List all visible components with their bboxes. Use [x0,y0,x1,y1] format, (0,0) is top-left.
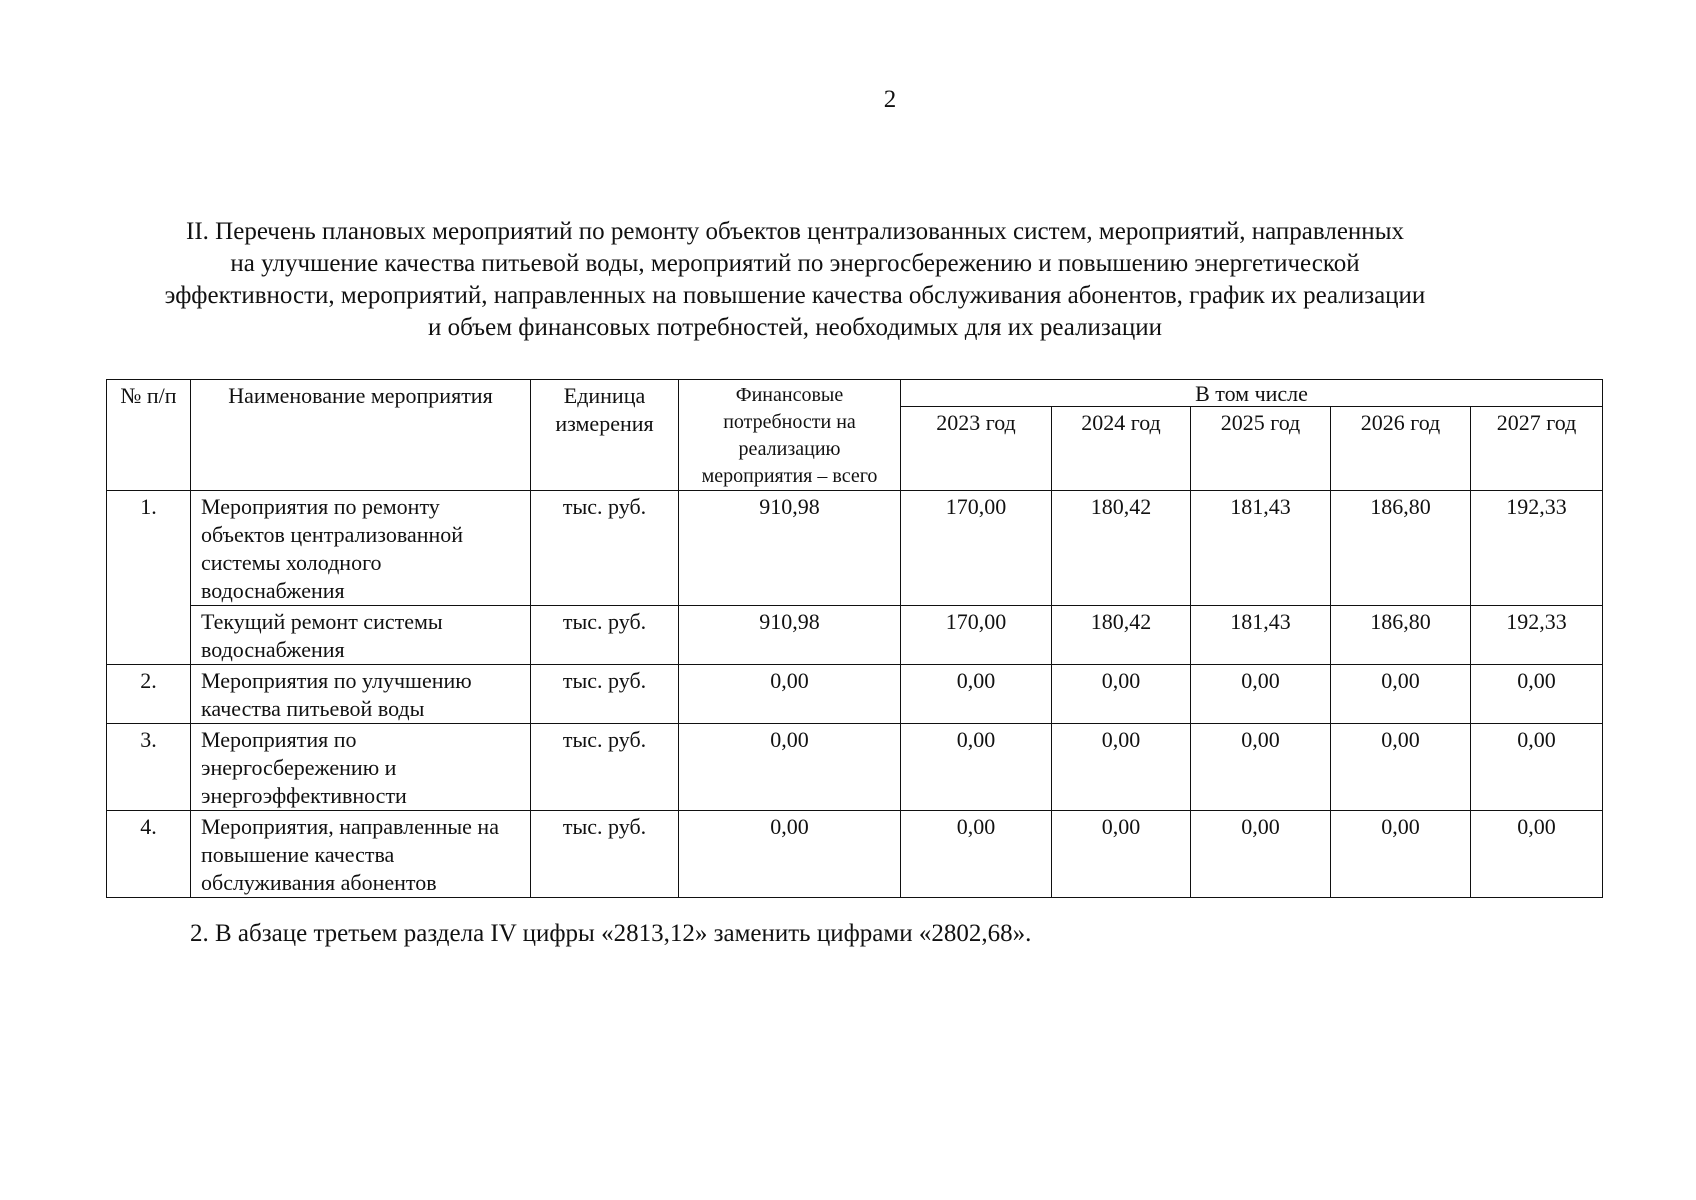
row-total: 0,00 [679,665,901,724]
row-value: 192,33 [1471,491,1603,606]
row-unit: тыс. руб. [531,811,679,898]
row-unit: тыс. руб. [531,606,679,665]
header-row [107,380,1603,407]
row-value: 0,00 [1331,811,1471,898]
row-total: 910,98 [679,606,901,665]
header-year: 2023 год [901,407,1052,491]
row-value: 186,80 [1331,606,1471,665]
row-name: Мероприятия по ремонту объектов централизованной системы холодного водоснабжения [191,491,531,606]
row-value: 0,00 [1052,811,1191,898]
table-row [107,724,1603,811]
header-year: 2027 год [1471,407,1603,491]
header-year: 2024 год [1052,407,1191,491]
row-value: 0,00 [1052,665,1191,724]
header-unit: Единица измерения [531,380,679,491]
row-value: 180,42 [1052,491,1191,606]
title-line: эффективности, мероприятий, направленных на повышение качества обслуживания абонентов, график их реализации [164,282,1426,309]
header-name: Наименование мероприятия [191,380,531,491]
section-title [120,216,1470,344]
row-total: 910,98 [679,491,901,606]
table-row [107,665,1603,724]
measures-table [106,379,1603,898]
header-num: № п/п [107,380,191,491]
row-total: 0,00 [679,724,901,811]
row-value: 0,00 [1191,665,1331,724]
row-num: 3. [107,724,191,811]
row-value: 192,33 [1471,606,1603,665]
row-value: 170,00 [901,491,1052,606]
header-finance: Финансовые потребности на реализацию мероприятия – всего [679,380,901,491]
row-value: 0,00 [1191,811,1331,898]
row-total: 0,00 [679,811,901,898]
row-value: 0,00 [1471,724,1603,811]
row-value: 0,00 [901,665,1052,724]
row-value: 0,00 [901,724,1052,811]
table-row [107,811,1603,898]
table-row [107,491,1603,606]
row-value: 0,00 [1331,665,1471,724]
row-num: 4. [107,811,191,898]
header-year: 2026 год [1331,407,1471,491]
row-value: 186,80 [1331,491,1471,606]
row-value: 0,00 [1331,724,1471,811]
row-unit: тыс. руб. [531,491,679,606]
row-name: Мероприятия, направленные на повышение качества обслуживания абонентов [191,811,531,898]
row-value: 0,00 [1471,665,1603,724]
row-unit: тыс. руб. [531,724,679,811]
row-value: 0,00 [1052,724,1191,811]
amendment-paragraph: 2. В абзаце третьем раздела IV цифры «2813,12» заменить цифрами «2802,68». [190,920,1032,947]
title-line: на улучшение качества питьевой воды, мероприятий по энергосбережению и повышению энергетической [230,250,1360,277]
row-value: 0,00 [1191,724,1331,811]
row-name: Мероприятия по улучшению качества питьевой воды [191,665,531,724]
row-value: 0,00 [901,811,1052,898]
title-line: и объем финансовых потребностей, необходимых для их реализации [427,314,1163,341]
row-name: Мероприятия по энергосбережению и энергоэффективности [191,724,531,811]
row-unit: тыс. руб. [531,665,679,724]
row-value: 181,43 [1191,606,1331,665]
page-number: 2 [883,86,897,113]
row-value: 181,43 [1191,491,1331,606]
row-value: 0,00 [1471,811,1603,898]
row-num: 1. [107,491,191,665]
row-value: 170,00 [901,606,1052,665]
row-value: 180,42 [1052,606,1191,665]
row-name: Текущий ремонт системы водоснабжения [191,606,531,665]
header-year: 2025 год [1191,407,1331,491]
row-num: 2. [107,665,191,724]
table-row [107,606,1603,665]
title-line: II. Перечень плановых мероприятий по ремонту объектов централизованных систем, мероприятий, направленных [186,218,1404,245]
header-including: В том числе [901,380,1603,407]
